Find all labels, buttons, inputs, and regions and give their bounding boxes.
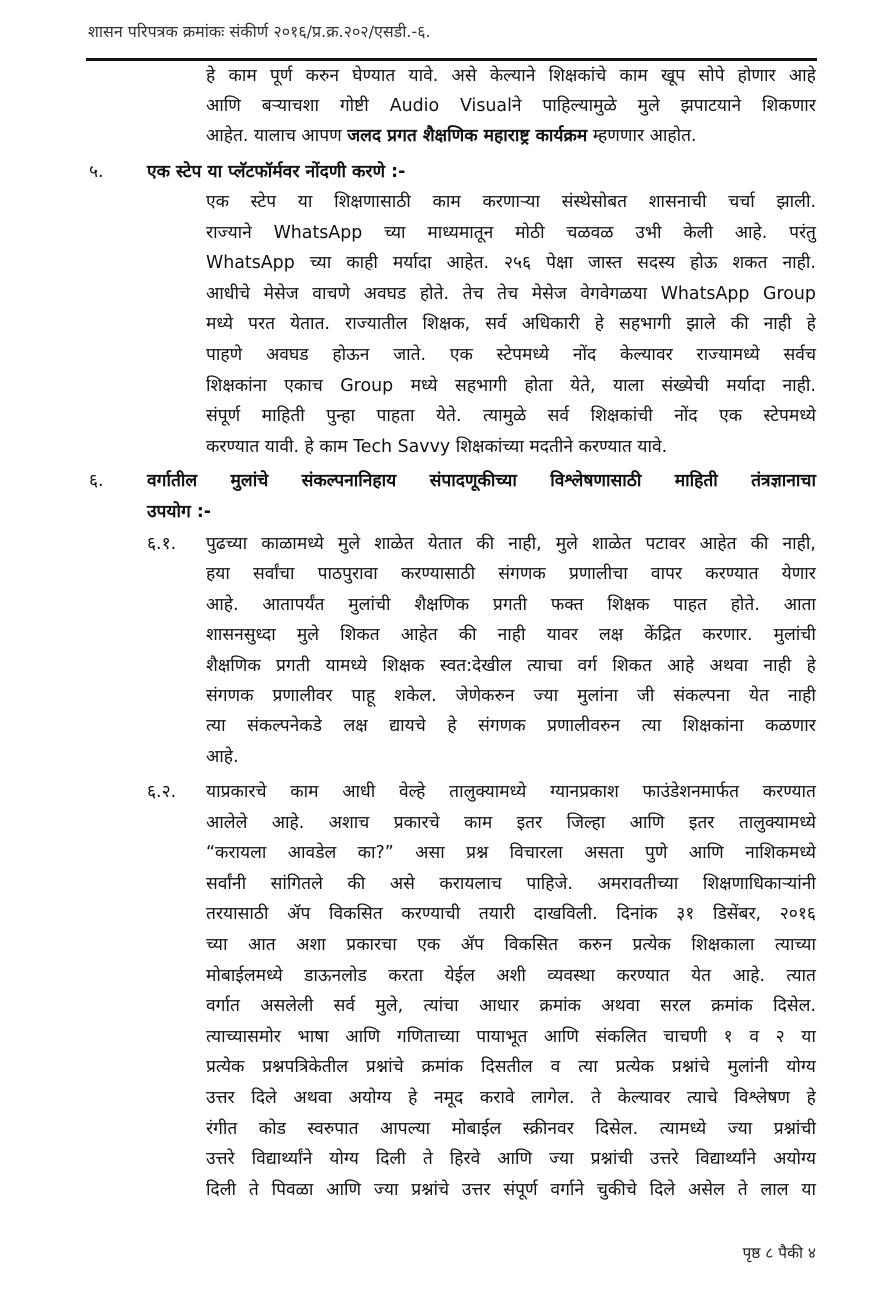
section-5-title: एक स्टेप या प्लॅटफॉर्मवर नोंदणी करणे :- [147, 162, 406, 182]
section-6-2-number: ६.२. [147, 782, 177, 802]
document-header: शासन परिपत्रक क्रमांकः संकीर्ण २०१६/प्र.क्र.२०२/एसडी.-६. [88, 22, 431, 41]
intro-line [206, 124, 816, 149]
section-6-2-line: दिली ते पिवळा आणि ज्या प्रश्नांचे उत्तर संपूर्ण वर्गाने चुकीचे दिले असेल ते लाल या [206, 1179, 816, 1200]
section-5-line: करण्यात यावी. हे काम Tech Savvy शिक्षकांच्या मदतीने करण्यात यावे. [206, 436, 668, 457]
section-5-line: आधीचे मेसेज वाचणे अवघड होते. तेच तेच मेसेज वेगवेगळया WhatsApp Group [206, 283, 816, 304]
intro-line: हे काम पूर्ण करुन घेण्यात यावे. असे केल्याने शिक्षकांचे काम खूप सोपे होणार आहे [206, 66, 816, 86]
page-number: पृष्ठ ८ पैकी ४ [742, 1244, 816, 1262]
section-6-title: वर्गातील मुलांचे संकल्पनानिहाय संपादणूकीच्या विश्लेषणासाठी माहिती तंत्रज्ञानाचा [147, 471, 816, 491]
section-6-1-line: शैक्षणिक प्रगती यामध्ये शिक्षक स्वत:देखील त्याचा वर्ग शिकत आहे अथवा नाही हे [206, 655, 816, 676]
section-5-line: मध्ये परत येतात. राज्यातील शिक्षक, सर्व अधिकारी हे सहभागी झाले की नाही हे [206, 314, 816, 335]
section-6-1-number: ६.१. [147, 534, 177, 554]
section-6-2-line: “करायला आवडेल का?” असा प्रश्न विचारला असता पुणे आणि नाशिकमध्ये [206, 843, 816, 864]
section-5-line: शिक्षकांना एकाच Group मध्ये सहभागी होता येते, याला संख्येची मर्यादा नाही. [206, 375, 816, 396]
section-6-1-line: पुढच्या काळामध्ये मुले शाळेत येतात की नाही, मुले शाळेत पटावर आहेत की नाही, [206, 534, 816, 554]
header-rule [86, 58, 817, 61]
text-run: आहेत. यालाच आपण [206, 126, 348, 146]
section-6-number: ६. [89, 471, 104, 491]
section-5-line: WhatsApp च्या काही मर्यादा आहेत. २५६ पेक्षा जास्त सदस्य होऊ शकत नाही. [206, 253, 816, 274]
section-6-1-line: आहे. आतापर्यंत मुलांची शैक्षणिक प्रगती फक्त शिक्षक पाहत होते. आता [206, 594, 816, 615]
section-5-line: संपूर्ण माहिती पुन्हा पाहता येते. त्यामुळे सर्व शिक्षकांची नोंद एक स्टेपमध्ये [206, 406, 816, 427]
text-run: म्हणणार आहोत. [587, 126, 697, 146]
section-6-1-line: हया सर्वांचा पाठपुरावा करण्यासाठी संगणक प्रणालीचा वापर करण्यात येणार [206, 564, 816, 585]
section-6-2-line: आलेले आहे. अशाच प्रकारचे काम इतर जिल्हा आणि इतर तालुक्यामध्ये [206, 812, 816, 833]
section-6-2-line: रंगीत कोड स्वरुपात आपल्या मोबाईल स्क्रीनवर दिसेल. त्यामध्ये ज्या प्रश्नांची [206, 1118, 816, 1139]
section-5-number: ५. [89, 162, 104, 182]
section-6-1-line: त्या संकल्पनेकडे लक्ष द्यायचे हे संगणक प्रणालीवरुन त्या शिक्षकांना कळणार [206, 716, 816, 737]
section-6-2-line: वर्गात असलेली सर्व मुले, त्यांचा आधार क्रमांक अथवा सरल क्रमांक दिसेल. [206, 996, 816, 1017]
section-6-2-line: प्रत्येक प्रश्नपत्रिकेतील प्रश्नांचे क्रमांक दिसतील व त्या प्रत्येक प्रश्नांचे मुलांनी योग्य [206, 1057, 816, 1078]
section-5-line: पाहणे अवघड होऊन जाते. एक स्टेपमध्ये नोंद केल्यावर राज्यामध्ये सर्वच [206, 345, 816, 365]
section-6-title: उपयोग :- [147, 502, 212, 522]
section-6-2-line: याप्रकारचे काम आधी वेल्हे तालुक्यामध्ये ग्यानप्रकाश फाउंडेशनमार्फत करण्यात [206, 782, 816, 802]
section-6-2-line: उत्तर दिले अथवा अयोग्य हे नमूद करावे लागेल. ते केल्यावर त्याचे विश्लेषण हे [206, 1088, 816, 1108]
section-6-2-line: तरयासाठी ॲप विकसित करण्याची तयारी दाखविली. दिनांक ३१ डिसेंबर, २०१६ [206, 904, 816, 925]
section-6-2-line: उत्तरे विद्यार्थ्यांने योग्य दिली ते हिरवे आणि ज्या प्रश्नांची उत्तरे विद्यार्थ्यांने अयोग्य [206, 1149, 816, 1170]
program-name: जलद प्रगत शैक्षणिक महाराष्ट्र कार्यक्रम [347, 126, 588, 146]
section-6-2-line: च्या आत अशा प्रकारचा एक ॲप विकसित करुन प्रत्येक शिक्षकाला त्याच्या [206, 935, 816, 955]
section-6-1-line: संगणक प्रणालीवर पाहू शकेल. जेणेकरुन ज्या मुलांना जी संकल्पना येत नाही [206, 686, 816, 706]
section-5-line: राज्याने WhatsApp च्या माध्यमातून मोठी चळवळ उभी केली आहे. परंतु [206, 222, 816, 243]
section-6-2-line: मोबाईलमध्ये डाऊनलोड करता येईल अशी व्यवस्था करण्यात येत आहे. त्यात [206, 965, 816, 986]
section-5-line: एक स्टेप या शिक्षणासाठी काम करणाऱ्या संस्थेसोबत शासनाची चर्चा झाली. [206, 192, 816, 212]
section-6-2-line: सर्वांनी सांगितले की असे करायलाच पाहिजे. अमरावतीच्या शिक्षणाधिकाऱ्यांनी [206, 873, 816, 894]
section-6-2-line: त्याच्यासमोर भाषा आणि गणिताच्या पायाभूत आणि संकलित चाचणी १ व २ या [206, 1026, 816, 1047]
intro-line: आणि बऱ्याचशा गोष्टी Audio Visualने पाहिल्यामुळे मुले झपाटयाने शिकणार [206, 96, 816, 116]
section-6-1-line: शासनसुध्दा मुले शिकत आहेत की नाही यावर लक्ष केंद्रित करणार. मुलांची [206, 625, 816, 646]
section-6-1-line: आहे. [206, 746, 239, 767]
